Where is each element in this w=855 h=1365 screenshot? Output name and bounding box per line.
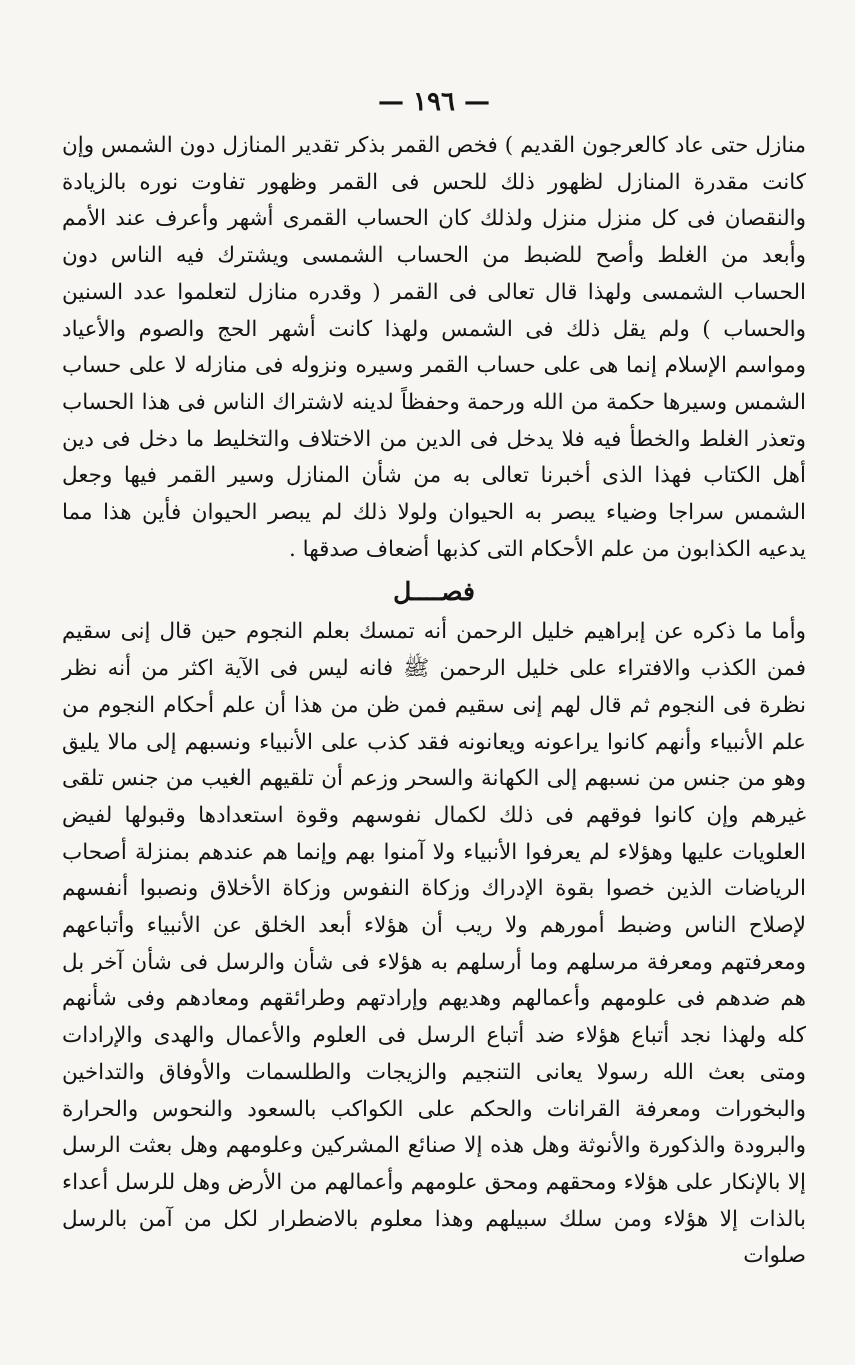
section-heading: فصــــل bbox=[393, 577, 475, 607]
page-number: — ١٩٦ — bbox=[377, 87, 491, 117]
book-page bbox=[62, 82, 806, 1275]
body-paragraph-1: منازل حتى عاد كالعرجون القديم ) فخص القمر بذكر تقدير المنازل دون الشمس وإن كانت مقدرة المنازل لظهور ذلك للحس فى القمر وظهور تفاوت نوره بالزيادة والنقصان فى كل منزل منزل ولذلك كان الحساب القمرى أشهر وأعرف عند الأمم وأبعد من الغلط وأصح للضبط من الحساب الشمسى ويشترك فيه الناس دون الحساب الشمسى ولهذا قال تعالى فى القمر ( وقدره منازل لتعلموا عدد السنين والحساب ) ولم يقل ذلك فى الشمس ولهذا كانت أشهر الحج والصوم والأعياد ومواسم الإسلام إنما هى على حساب القمر وسيره ونزوله فى منازله لا على حساب الشمس وسيرها حكمة من الله ورحمة وحفظاً لدينه لاشتراك الناس فى هذا الحساب وتعذر الغلط والخطأ فيه فلا يدخل فى الدين من الاختلاف والتخليط ما دخل فى دين أهل الكتاب فهذا الذى أخبرنا تعالى به من شأن المنازل وسير القمر فيها وجعل الشمس سراجا وضياء يبصر به الحيوان ولولا ذلك لم يبصر الحيوان فأين هذا مما يدعيه الكذابون من علم الأحكام التى كذبها أضعاف صدقها . bbox=[62, 133, 806, 562]
body-paragraph-2: وأما ما ذكره عن إبراهيم خليل الرحمن أنه تمسك بعلم النجوم حين قال إنى سقيم فمن الكذب والافتراء على خليل الرحمن ﷺ فانه ليس فى الآية اكثر من أنه نظر نظرة فى النجوم ثم قال لهم إنى سقيم فمن ظن من هذا أن علم أحكام النجوم من علم الأنبياء وأنهم كانوا يراعونه ويعانونه فقد كذب على الأنبياء ونسبهم إلى مالا يليق وهو من جنس من نسبهم إلى الكهانة والسحر وزعم أن تلقيهم الغيب من جنس تلقى غيرهم وإن كانوا فوقهم فى ذلك لكمال نفوسهم وقوة استعدادها وقبولها لفيض العلويات عليها وهؤلاء لم يعرفوا الأنبياء ولا آمنوا بهم وإنما هم عندهم بمنزلة أصحاب الرياضات الذين خصوا بقوة الإدراك وزكاة النفوس وزكاة الأخلاق ونصبوا أنفسهم لإصلاح الناس وضبط أمورهم ولا ريب أن هؤلاء أبعد الخلق عن الأنبياء وأتباعهم ومعرفتهم ومعرفة مرسلهم وما أرسلهم به هؤلاء فى شأن والرسل فى شأن آخر بل هم ضدهم فى علومهم وأعمالهم وهديهم وإرادتهم وطرائقهم ومعادهم وفى شأنهم كله ولهذا نجد أتباع هؤلاء ضد أتباع الرسل فى العلوم والأعمال والهدى والإرادات ومتى بعث الله رسولا يعانى التنجيم والزيجات والطلسمات والأوفاق والتداخين والبخورات ومعرفة القرانات والحكم على الكواكب بالسعود والنحوس والحرارة والبرودة والذكورة والأنوثة وهل هذه إلا صنائع المشركين وعلومهم وهل بعثت الرسل إلا بالإنكار على هؤلاء ومحقهم ومحق علومهم وأعمالهم من الأرض وهل للرسل أعداء بالذات إلا هؤلاء ومن سلك سبيلهم وهذا معلوم بالاضطرار لكل من آمن بالرسل صلوات bbox=[62, 619, 806, 1269]
